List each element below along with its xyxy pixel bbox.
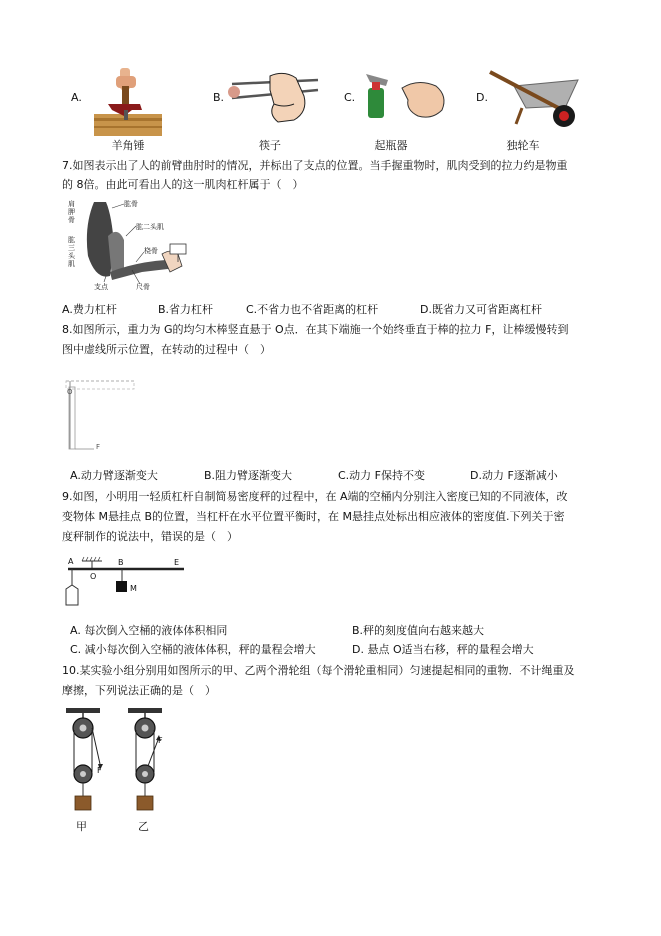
forearm-lever-figure bbox=[66, 196, 200, 292]
pulley-systems-figure bbox=[62, 706, 182, 836]
rod-rotation-figure bbox=[64, 377, 138, 453]
option-c-caption: 起瓶器 bbox=[374, 139, 408, 152]
label-b: B bbox=[118, 558, 124, 567]
q9-option-b[interactable]: B.秤的刻度值向右越来越大 bbox=[352, 624, 485, 637]
q7-option-d[interactable]: D.既省力又可省距离杠杆 bbox=[420, 303, 542, 316]
q9-stem-line1: 9.如图，小明用一轻质杠杆自制简易密度秤的过程中，在 A端的空桶内分别注入密度已知的不同液体，改 bbox=[62, 490, 568, 503]
option-b-caption: 筷子 bbox=[259, 139, 281, 152]
q8-option-b[interactable]: B.阻力臂逐渐变大 bbox=[204, 469, 293, 482]
label-fulcrum: 支点 bbox=[94, 283, 108, 291]
label-ulna: 尺骨 bbox=[136, 283, 150, 291]
option-b-letter: B. bbox=[213, 91, 225, 104]
q7-stem-line1: 7.如图表示出了人的前臂曲肘时的情况，并标出了支点的位置。当手握重物时，肌肉受到的拉力约是物重 bbox=[62, 159, 568, 172]
q10-stem-line1: 10.某实验小组分别用如图所示的甲、乙两个滑轮组（每个滑轮重相同）匀速提起相同的重物．不计绳重及 bbox=[62, 664, 575, 677]
option-d-caption: 独轮车 bbox=[506, 139, 540, 152]
force-f-label: F bbox=[96, 443, 101, 451]
option-a-letter: A. bbox=[71, 91, 82, 104]
q9-stem-line2: 变物体 M悬挂点 B的位置，当杠杆在水平位置平衡时，在 M悬挂点处标出相应液体的密度值.下列关于密 bbox=[62, 510, 565, 523]
option-c-letter: C. bbox=[344, 91, 356, 104]
q7-option-a[interactable]: A.费力杠杆 bbox=[62, 303, 117, 316]
chopsticks-icon bbox=[224, 68, 320, 128]
q7-option-b[interactable]: B.省力杠杆 bbox=[158, 303, 214, 316]
q9-stem-line3: 度秤制作的说法中，错误的是（ ） bbox=[62, 530, 238, 543]
label-yi: 乙 bbox=[138, 820, 149, 833]
q8-option-a[interactable]: A.动力臂逐渐变大 bbox=[70, 469, 158, 482]
q9-option-d[interactable]: D. 悬点 O适当右移，秤的量程会增大 bbox=[352, 643, 534, 656]
label-triceps: 肱三头肌 bbox=[68, 236, 75, 268]
force-f-jia-label: F bbox=[97, 766, 102, 775]
label-radius: 桡骨 bbox=[144, 247, 158, 255]
label-scapula: 肩胛骨 bbox=[68, 200, 75, 224]
q9-option-a[interactable]: A. 每次倒入空桶的液体体积相同 bbox=[70, 624, 228, 637]
pivot-o-label: O bbox=[67, 388, 73, 396]
q10-stem-line2: 摩擦，下列说法正确的是（ ） bbox=[62, 684, 216, 697]
q8-stem-line1: 8.如图所示，重力为 G的均匀木棒竖直悬于 O点．在其下端施一个始终垂直于棒的拉力 F，让棒缓慢转到 bbox=[62, 323, 569, 336]
label-e: E bbox=[174, 558, 180, 567]
label-m: M bbox=[130, 584, 137, 593]
option-d-letter: D. bbox=[476, 91, 488, 104]
force-f-yi-label: F bbox=[158, 736, 163, 745]
q7-option-c[interactable]: C.不省力也不省距离的杠杆 bbox=[246, 303, 379, 316]
q9-option-c[interactable]: C. 减小每次倒入空桶的液体体积，秤的量程会增大 bbox=[70, 643, 316, 656]
label-jia: 甲 bbox=[76, 820, 87, 833]
label-a: A bbox=[68, 557, 74, 566]
q8-option-d[interactable]: D.动力 F逐渐减小 bbox=[470, 469, 558, 482]
density-scale-figure bbox=[60, 555, 186, 613]
q8-stem-line2: 图中虚线所示位置，在转动的过程中（ ） bbox=[62, 343, 271, 356]
label-humerus: 肱骨 bbox=[124, 200, 138, 208]
claw-hammer-icon bbox=[94, 66, 162, 136]
wheelbarrow-icon bbox=[486, 66, 582, 130]
bottle-opener-icon bbox=[362, 66, 452, 126]
q7-stem-line2: 的 8倍。由此可看出人的这一肌肉杠杆属于（ ） bbox=[62, 178, 304, 191]
label-biceps: 肱二头肌 bbox=[136, 223, 164, 231]
option-a-caption: 羊角锤 bbox=[111, 139, 145, 152]
label-o: O bbox=[90, 572, 97, 581]
q8-option-c[interactable]: C.动力 F保持不变 bbox=[338, 469, 426, 482]
